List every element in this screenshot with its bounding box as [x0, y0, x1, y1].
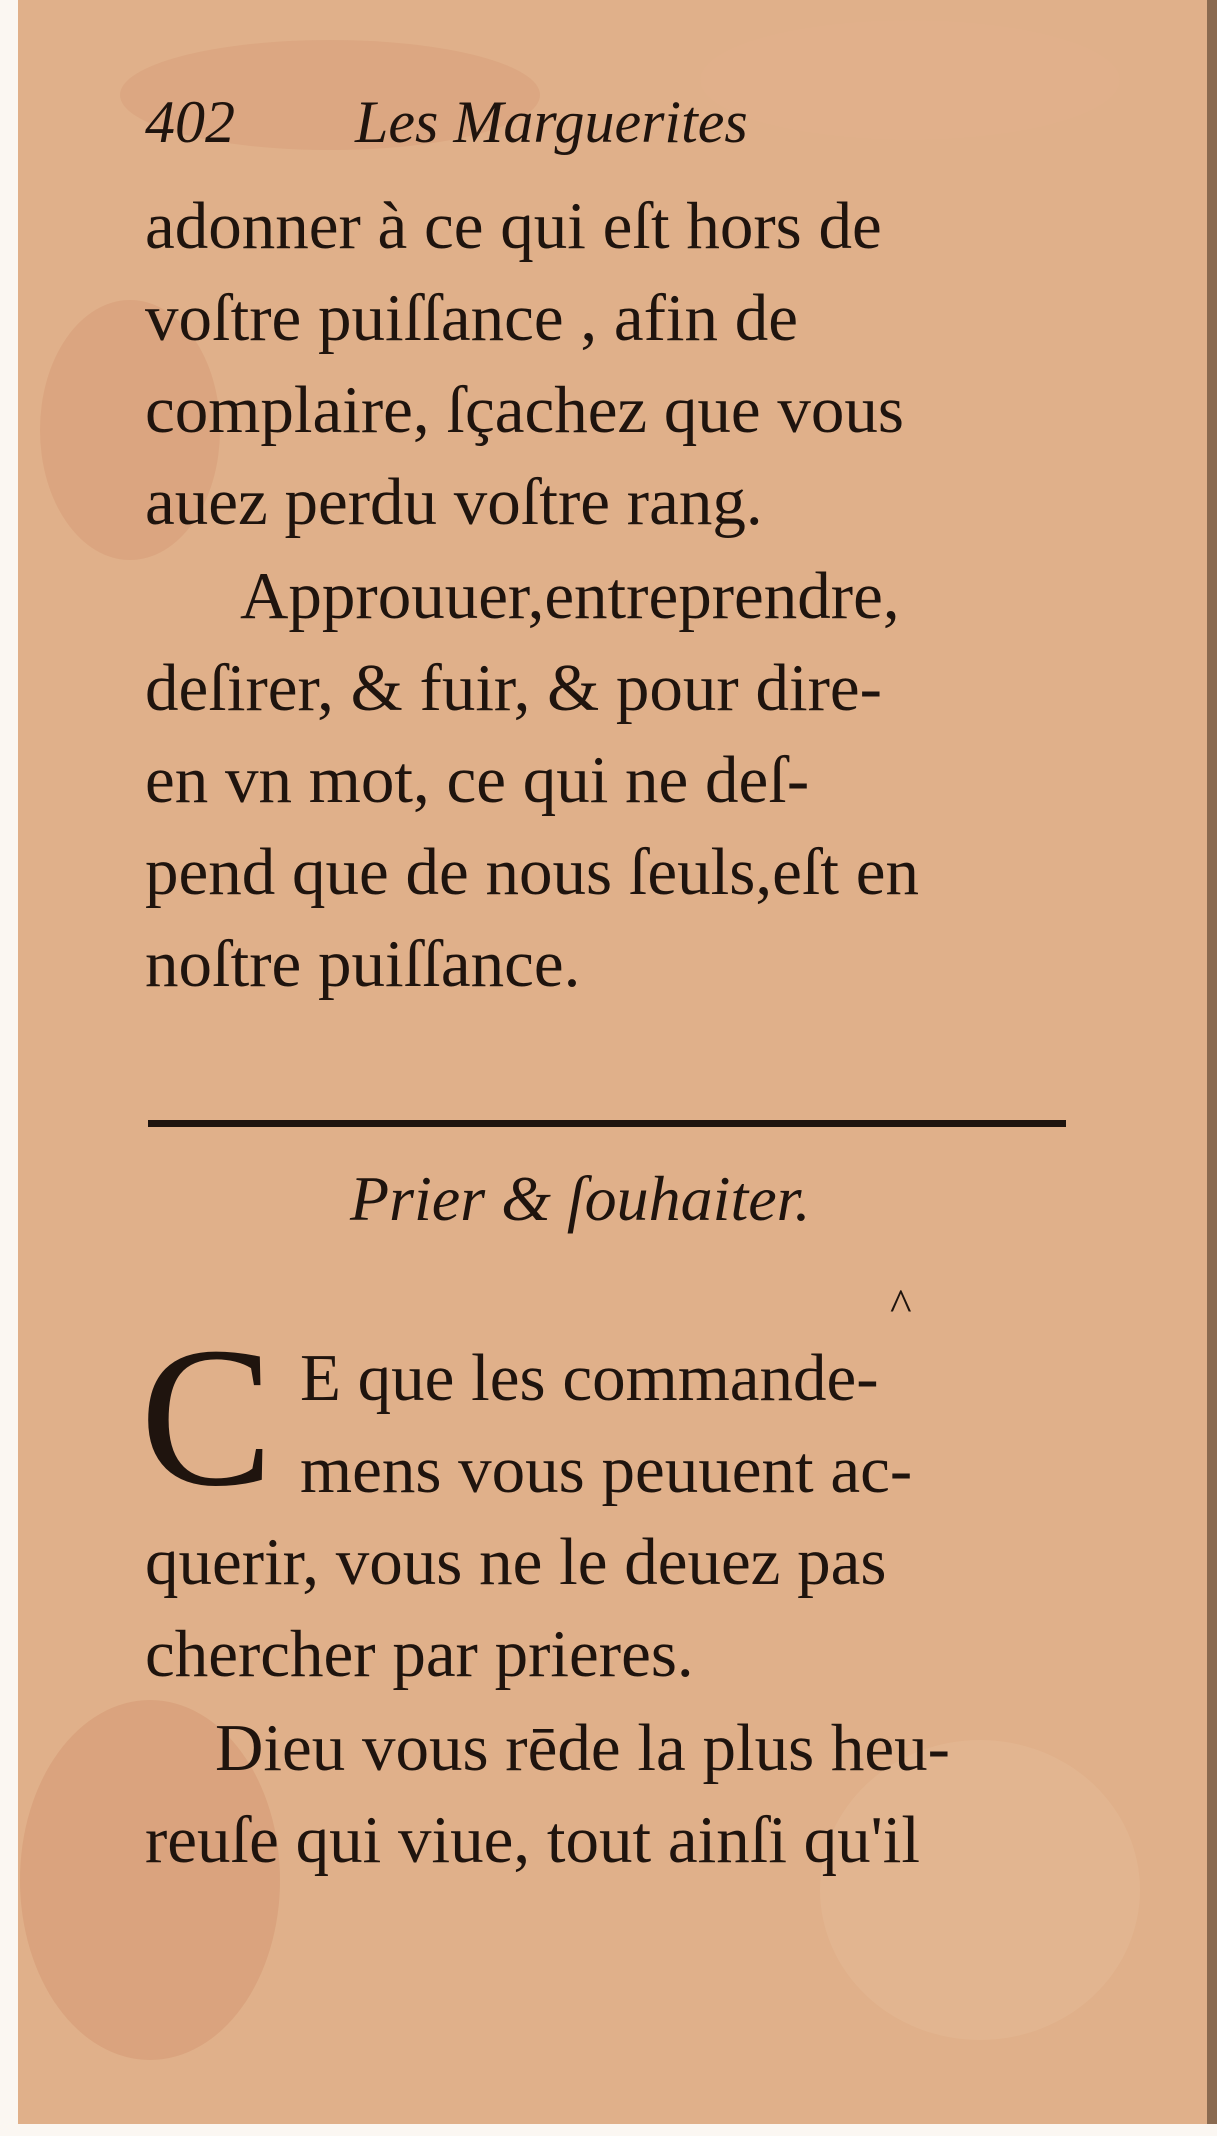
text-line: Dieu vous rēde la plus heu- [215, 1711, 950, 1785]
text-line: en vn mot, ce qui ne deſ- [145, 743, 810, 817]
text-line: adonner à ce qui eſt hors de [145, 189, 882, 263]
stain [700, 20, 1120, 140]
stain [820, 1740, 1140, 2040]
drop-cap: C [140, 1307, 274, 1528]
text-line: complaire, ſçachez que vous [145, 373, 904, 447]
section-heading: Prier & ſouhaiter. [350, 1163, 811, 1234]
running-title: Les Marguerites [355, 89, 748, 155]
text-line: voſtre puiſſance , afin de [145, 281, 798, 355]
page-right-edge [1207, 0, 1217, 2136]
page-left-edge [0, 0, 18, 2136]
text-line: querir, vous ne le deuez pas [145, 1525, 887, 1599]
text-line: Approuuer,entreprendre, [240, 559, 900, 633]
text-line: noſtre puiſſance. [145, 927, 581, 1001]
text-line: deſirer, & fuir, & pour dire- [145, 651, 882, 725]
running-header [145, 89, 748, 155]
section-divider [148, 1120, 1066, 1127]
text-line: reuſe qui viue, tout ainſi qu'il [145, 1803, 920, 1877]
text-line: mens vous peuuent ac- [300, 1433, 913, 1507]
circumflex-mark: ^ [890, 1279, 912, 1330]
page-bottom-edge [0, 2124, 1217, 2136]
text-line: pend que de nous ſeuls,eſt en [145, 835, 920, 909]
text-line: E que les commande- [300, 1341, 879, 1415]
text-line: auez perdu voſtre rang. [145, 465, 763, 539]
page-number: 402 [145, 89, 235, 155]
text-line: chercher par prieres. [145, 1617, 694, 1691]
